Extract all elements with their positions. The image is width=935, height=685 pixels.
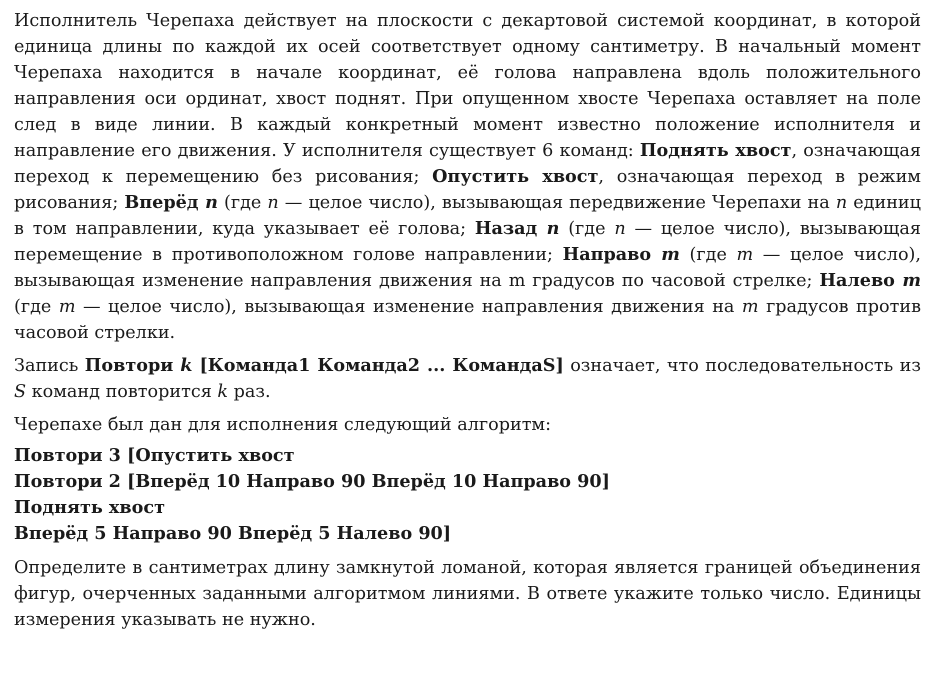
command-forward: Вперёд n: [124, 192, 218, 213]
question-paragraph: Определите в сантиметрах длину замкнутой ломаной, которая является границей объединения фигур, очерченных заданными алгоритмом линиями. В ответе укажите только число. Единицы измерения указывать не нужно.: [14, 558, 921, 630]
algorithm-intro: Черепахе был дан для исполнения следующий алгоритм:: [14, 415, 552, 435]
command-lift-tail: Поднять хвост: [639, 140, 792, 161]
command-left: Налево m: [819, 270, 921, 291]
algorithm-code: [14, 443, 921, 547]
command-right: Направо m: [562, 244, 680, 265]
algorithm-line: Повтори 2 [Вперёд 10 Направо 90 Вперёд 10 Направо 90]: [14, 471, 610, 492]
algorithm-line: Повтори 3 [Опустить хвост: [14, 445, 295, 466]
repeat-syntax-paragraph: Запись Повтори k [Команда1 Команда2 ... КомандаS] означает, что последовательность из S команд повторится k раз.: [14, 355, 921, 402]
command-back: Назад n: [474, 218, 560, 239]
task-description-paragraph: Исполнитель Черепаха действует на плоскости с декартовой системой координат, в которой единица длины по каждой их осей соответствует одному сантиметру. В начальный момент Черепаха находится в начале координат, её голова направлена вдоль положительного направления оси ординат, хвост поднят. При опущенном хвосте Черепаха оставляет на поле след в виде линии. В каждый конкретный момент известно положение исполнителя и направление его движения. У исполнителя существует 6 команд: Поднять хвост, означающая переход к перемещению без рисования; Опустить хвост, означающая переход в режим рисования; Вперёд n (где n — целое число), вызывающая передвижение Черепахи на n единиц в том направлении, куда указывает её голова; Назад n (где n — целое число), вызывающая перемещение в противоположном голове направлении; Направо m (где m — целое число), вызывающая изменение направления движения на m градусов по часовой стрелке; Налево m (где m — целое число), вызывающая изменение направления движения на m градусов против часовой стрелки.: [14, 11, 922, 343]
command-lower-tail: Опустить хвост: [432, 166, 599, 187]
repeat-keyword: Повтори k [Команда1 Команда2 ... КомандаS]: [84, 355, 564, 376]
algorithm-line: Поднять хвост: [14, 497, 165, 518]
algorithm-line: Вперёд 5 Направо 90 Вперёд 5 Налево 90]: [14, 523, 452, 544]
